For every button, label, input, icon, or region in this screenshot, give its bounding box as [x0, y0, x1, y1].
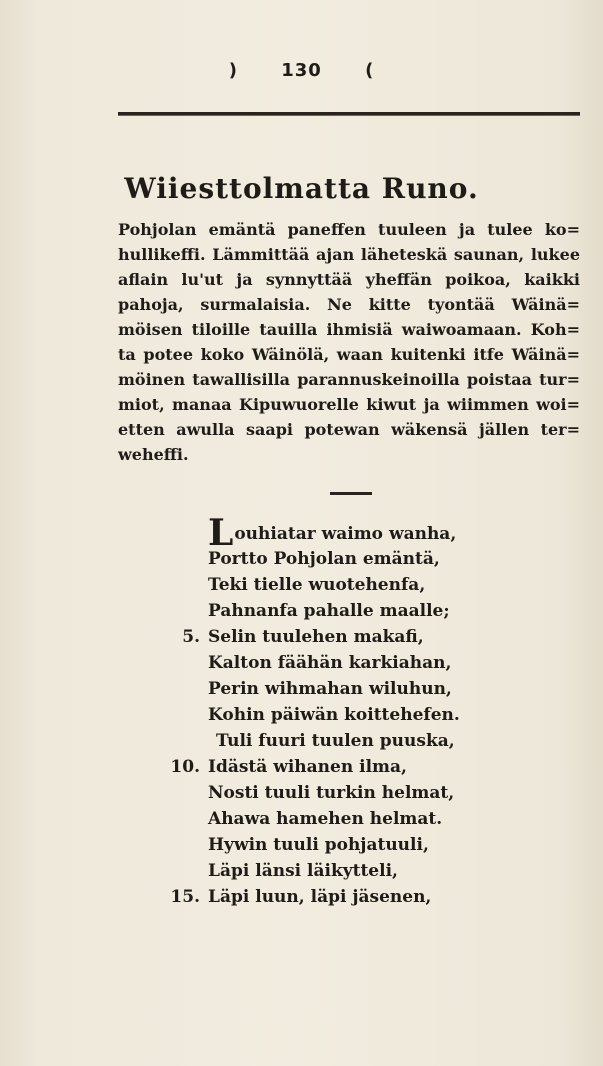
verse-line — [150, 572, 580, 598]
section-separator — [330, 492, 372, 495]
verse-line — [150, 650, 580, 676]
verse-line — [150, 858, 580, 884]
header-rule — [118, 112, 580, 116]
verse-number: 15. — [170, 887, 200, 907]
drop-capital: L — [208, 512, 234, 554]
verse-text: ouhiatar waimo wanha, — [234, 524, 457, 544]
page-number: 130 — [281, 60, 322, 81]
header-right-mark: ( — [365, 60, 375, 81]
verse-text: Kalton fäähän karkiahan, — [208, 653, 452, 673]
verse-text: Hywin tuuli pohjatuuli, — [208, 835, 429, 855]
verse-line — [150, 702, 580, 728]
verse-text: Pahnanfa pahalle maalle; — [208, 601, 450, 621]
verse-line — [150, 832, 580, 858]
verse-line — [150, 676, 580, 702]
verse-number: 10. — [170, 757, 200, 777]
summary-text: Pohjolan emäntä paneffen tuuleen ja tulee ko= hullikeffi. Lämmittää ajan läheteskä saunan, lukee aflain lu'ut ja synnyttää yheffän poikoa, kaikki pahoja, surmalaisia. Ne kitte tyontää Wäinä= möisen tiloille tauilla ihmisiä waiwoamaan. Koh= ta potee koko Wäinölä, waan kuitenki itfe Wäinä= möinen tawallisilla parannuskeinoilla poistaa tur= miot, manaa Kipuwuorelle kiwut ja wiimmen woi= etten awulla saapi potewan wäkensä jällen ter= weheffi. — [118, 220, 580, 464]
poem-title: Wiiesttolmatta Runo. — [124, 172, 479, 205]
verse-text: Kohin päiwän koittehefen. — [208, 705, 460, 725]
verse-text: Teki tielle wuotehenfa, — [208, 575, 426, 595]
verse-text: Idästä wihanen ilma, — [208, 757, 407, 777]
verse-text: Tuli fuuri tuulen puuska, — [216, 731, 455, 751]
verse-text: Läpi luun, läpi jäsenen, — [208, 887, 432, 907]
page-header — [0, 60, 603, 81]
verse-line — [150, 780, 580, 806]
verse-line — [150, 598, 580, 624]
verse-text: Portto Pohjolan emäntä, — [208, 549, 440, 569]
verse-text: Ahawa hamehen helmat. — [208, 809, 443, 829]
summary-paragraph — [118, 217, 580, 467]
verse-number: 5. — [182, 627, 200, 647]
verse-text: Perin wihmahan wiluhun, — [208, 679, 452, 699]
verse-text: Selin tuulehen makafi, — [208, 627, 424, 647]
header-left-mark: ) — [228, 60, 238, 81]
poem-verses — [150, 512, 580, 910]
verse-line — [150, 728, 580, 754]
verse-line — [150, 546, 580, 572]
verse-text: Läpi länsi läikytteli, — [208, 861, 398, 881]
verse-line — [150, 754, 580, 780]
verse-line — [150, 624, 580, 650]
verse-line — [150, 512, 580, 554]
verse-text: Nosti tuuli turkin helmat, — [208, 783, 455, 803]
verse-line — [150, 884, 580, 910]
verse-line — [150, 806, 580, 832]
